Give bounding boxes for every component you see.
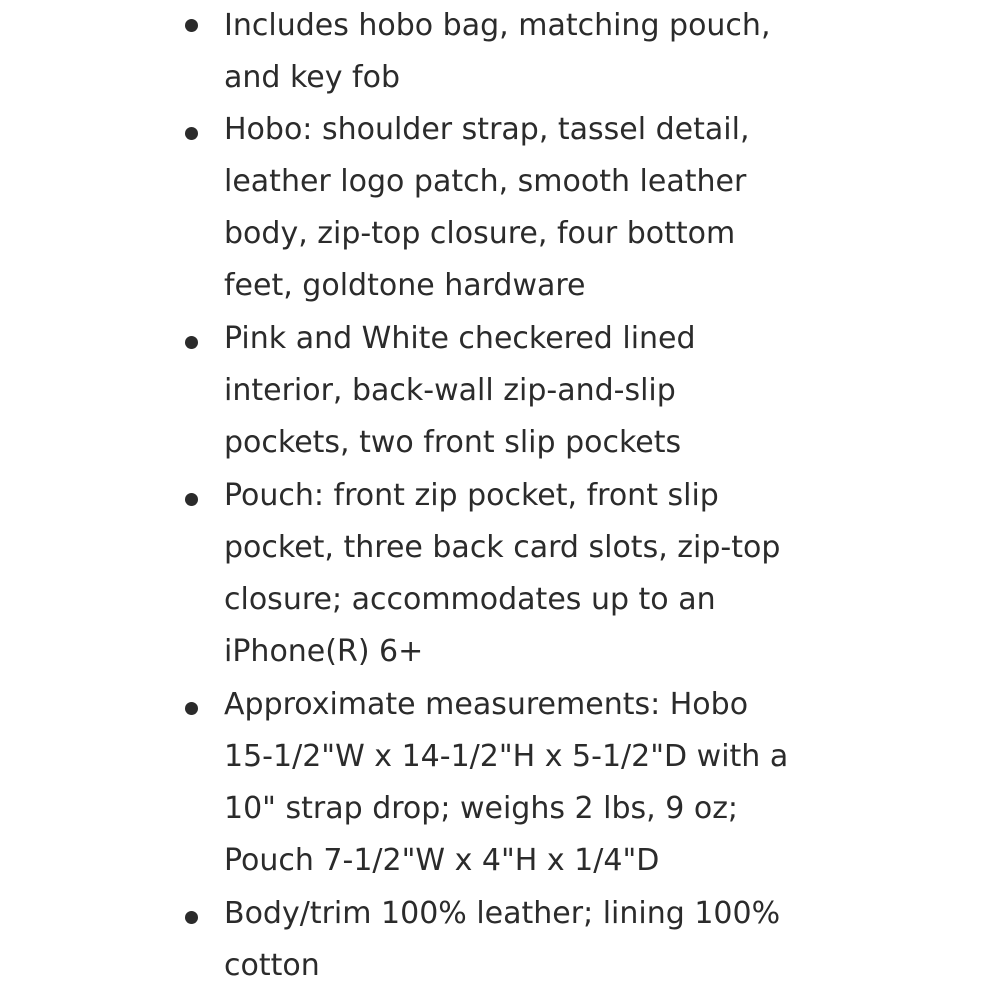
list-item-line: interior, back-wall zip-and-slip [224,373,676,408]
list-item-line: Approximate measurements: Hobo [224,687,749,722]
bullet-icon [185,911,198,924]
bullet-icon [185,702,198,715]
list-item-line: Pink and White checkered lined [224,321,696,356]
list-item-line: Includes hobo bag, matching pouch, [224,8,771,43]
list-item-line: body, zip-top closure, four bottom [224,216,736,251]
list-item-line: closure; accommodates up to an [224,582,716,617]
bullet-icon [185,493,198,506]
list-item-line: Hobo: shoulder strap, tassel detail, [224,112,750,147]
list-item-line: pockets, two front slip pockets [224,425,682,460]
bullet-icon [185,19,198,32]
list-item-line: 15-1/2"W x 14-1/2"H x 5-1/2"D with a [224,739,789,774]
list-item-line: leather logo patch, smooth leather [224,164,747,199]
list-item-line: pocket, three back card slots, zip-top [224,530,781,565]
bullet-icon [185,336,198,349]
list-item-line: iPhone(R) 6+ [224,634,424,669]
list-item-line: Pouch 7-1/2"W x 4"H x 1/4"D [224,843,660,878]
list-item-line: 10" strap drop; weighs 2 lbs, 9 oz; [224,791,739,826]
list-item-line: cotton [224,948,320,983]
list-item-line: Pouch: front zip pocket, front slip [224,478,719,513]
list-item-line: and key fob [224,60,400,95]
list-item-line: feet, goldtone hardware [224,268,586,303]
bullet-icon [185,127,198,140]
list-item-line: Body/trim 100% leather; lining 100% [224,896,781,931]
